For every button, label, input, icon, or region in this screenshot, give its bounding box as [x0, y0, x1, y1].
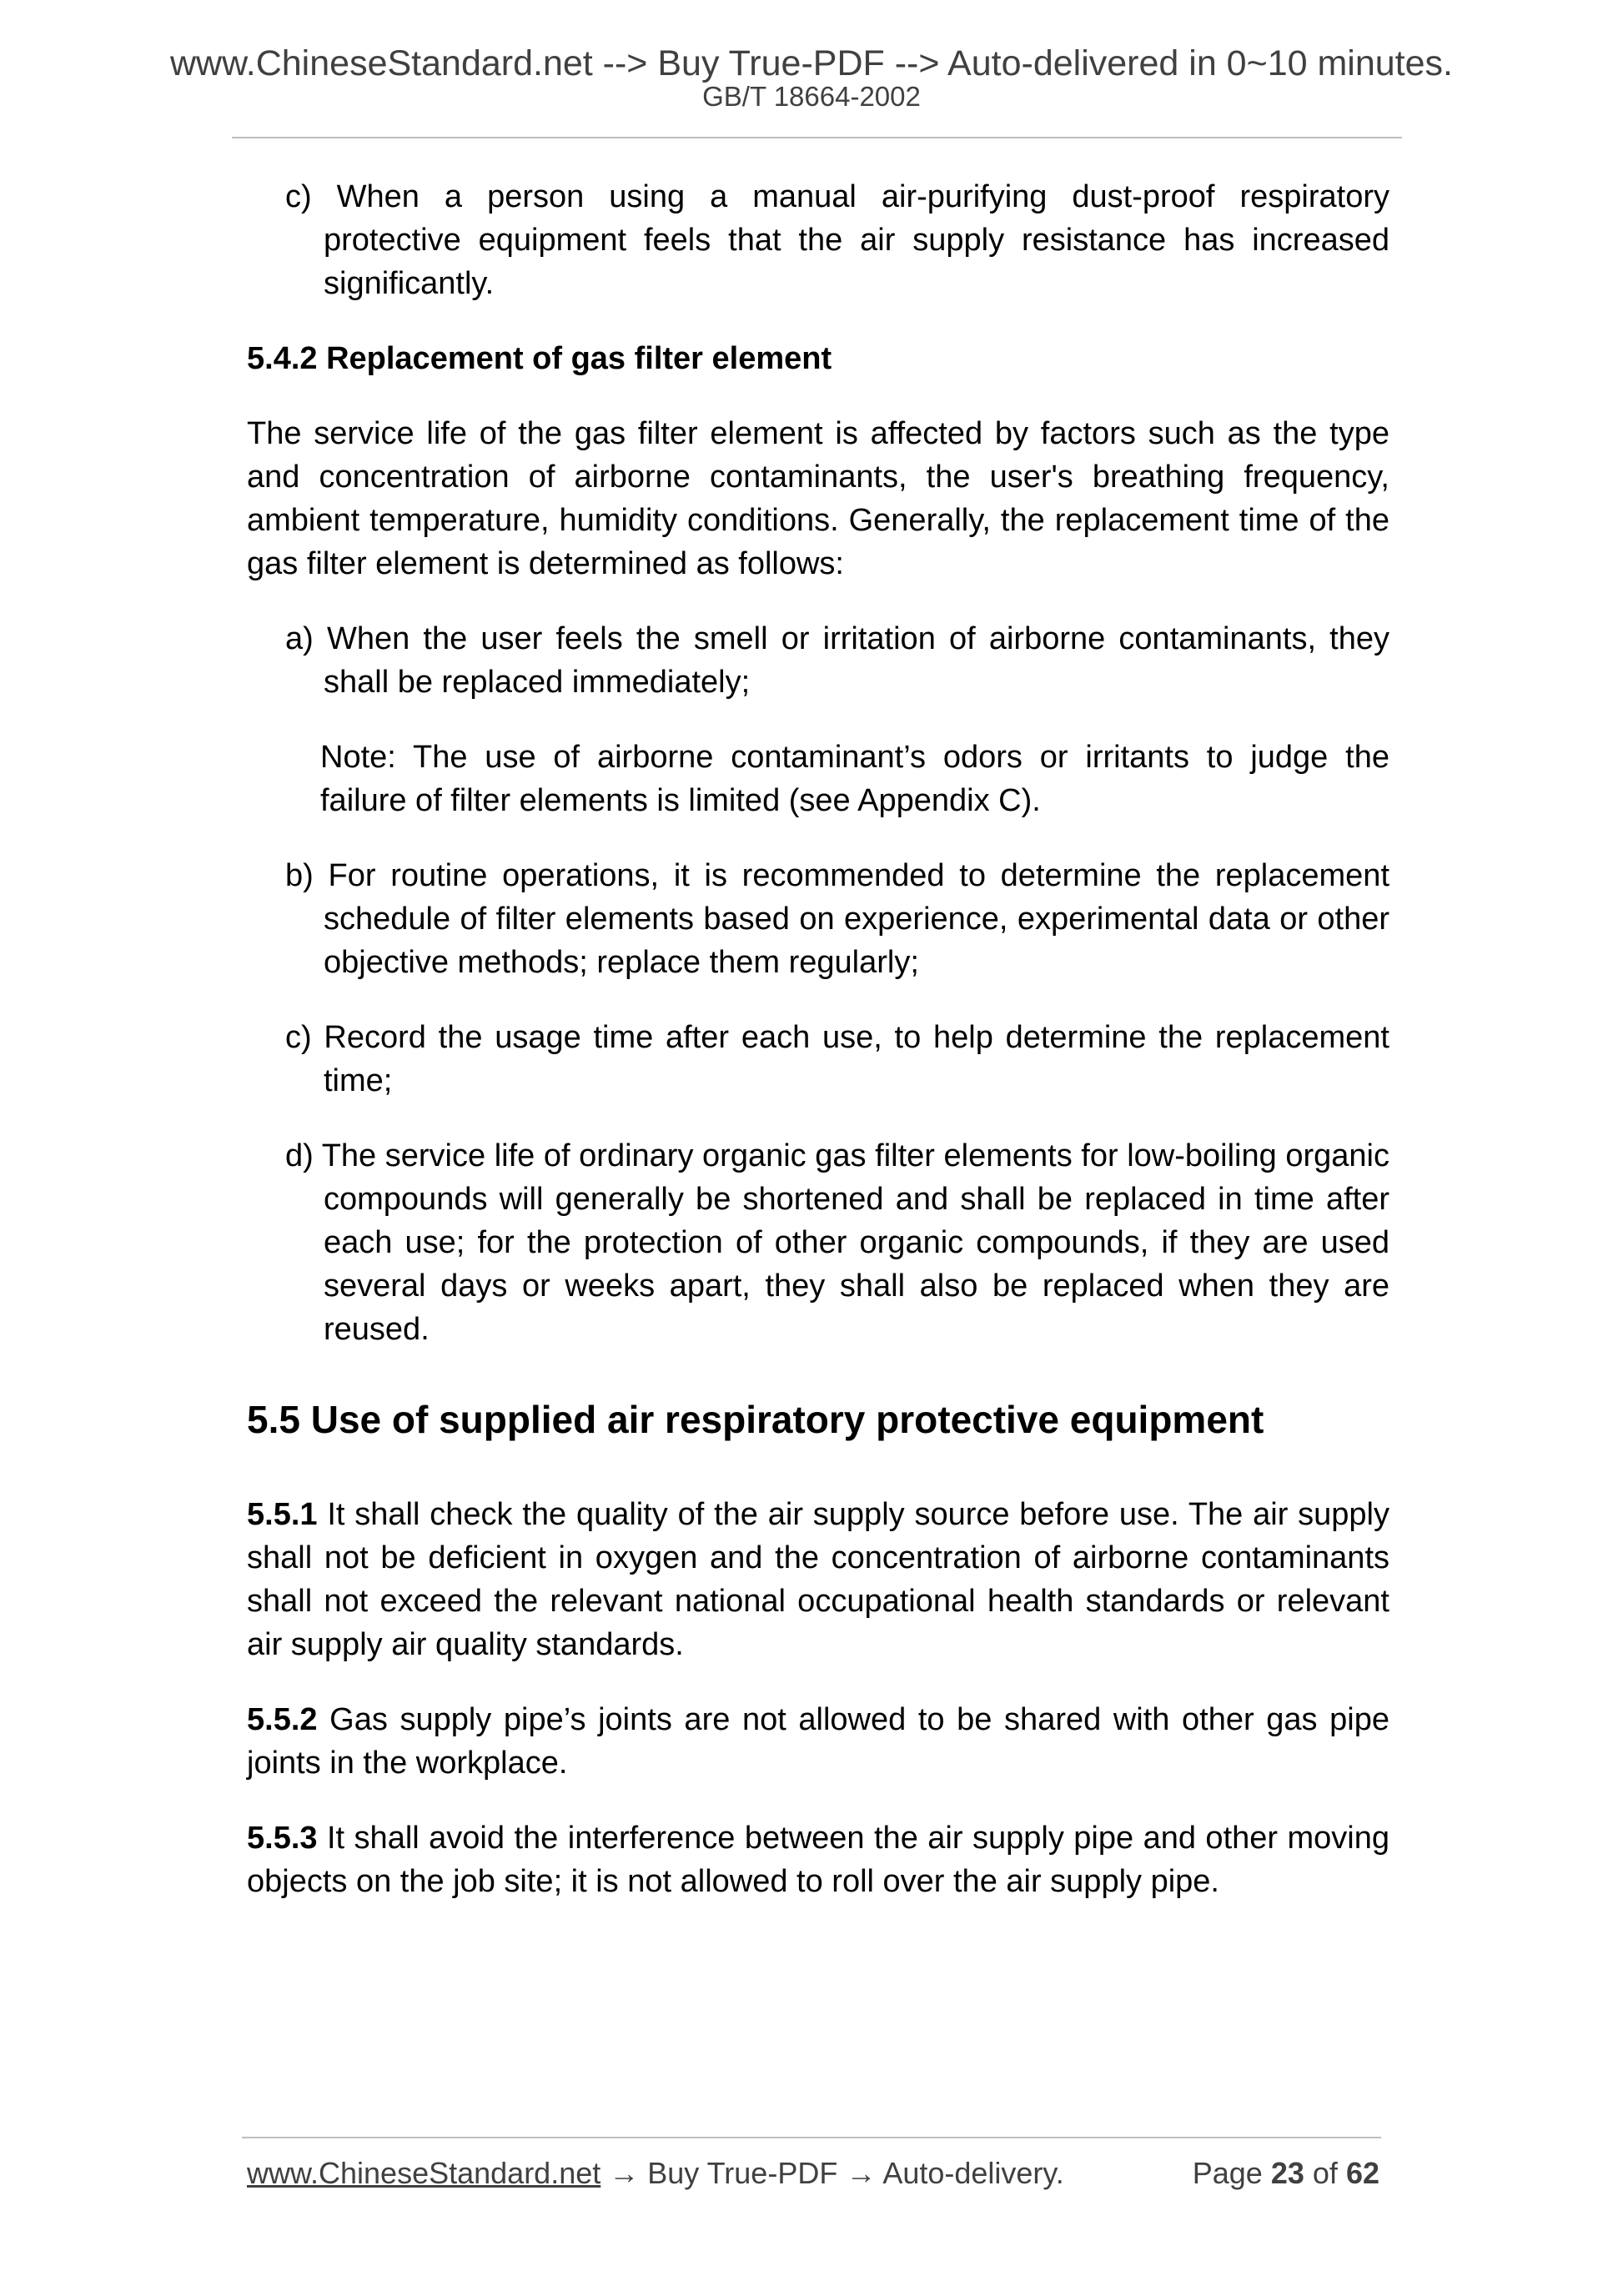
section-5-4-2-intro: The service life of the gas filter element is affected by factors such as the type and concentration of airborne contaminants, the user's breathing frequency, ambient temperature, humidity conditions. Generally, the replacement time of the gas filter element is determined as follows: — [247, 416, 1389, 581]
clause-5-5-2-text: Gas supply pipe’s joints are not allowed to be shared with other gas pipe joints in the workplace. — [247, 1702, 1389, 1781]
list-item-c-previous: c) When a person using a manual air-purifying dust-proof respiratory protective equipment feels that the air supply resistance has increased significantly. — [285, 179, 1389, 301]
page-total: 62 — [1345, 2156, 1379, 2190]
clause-5-5-1 — [247, 1493, 1389, 1666]
footer-tail-text: → Buy True-PDF → Auto-delivery. — [600, 2156, 1064, 2190]
section-5-4-2-heading: 5.4.2 Replacement of gas filter element — [247, 341, 832, 376]
list-item-d: d) The service life of ordinary organic gas filter elements for low-boiling organic compounds will generally be shortened and shall be replaced in time after each use; for the protection of other organic compounds, if they are used several days or weeks apart, they shall also be replaced when they are reused. — [285, 1138, 1389, 1347]
note-paragraph: Note: The use of airborne contaminant’s odors or irritants to judge the failure of filter elements is limited (see Appendix C). — [320, 740, 1389, 818]
clause-5-5-2 — [247, 1698, 1389, 1785]
page-number — [1193, 2155, 1379, 2192]
footer-divider — [242, 2137, 1381, 2138]
clause-5-5-3-number: 5.5.3 — [247, 1821, 318, 1856]
clause-5-5-2-number: 5.5.2 — [247, 1702, 318, 1737]
header-banner: www.ChineseStandard.net --> Buy True-PDF --> Auto-delivered in 0~10 minutes. — [169, 43, 1453, 83]
list-item-a: a) When the user feels the smell or irritation of airborne contaminants, they shall be replaced immediately; — [285, 621, 1389, 700]
header-divider — [232, 137, 1402, 138]
footer-site-link[interactable]: www.ChineseStandard.net — [247, 2156, 601, 2190]
clause-5-5-1-text: It shall check the quality of the air supply source before use. The air supply shall not be deficient in oxygen and the concentration of airborne contaminants shall not exceed the relevant national occupational health standards or relevant air supply air quality standards. — [247, 1497, 1389, 1662]
list-item-b: b) For routine operations, it is recommended to determine the replacement schedule of filter elements based on experience, experimental data or other objective methods; replace them regularly; — [285, 858, 1389, 980]
document-body — [247, 175, 1389, 1935]
footer-left — [247, 2155, 1064, 2192]
standard-code: GB/T 18664-2002 — [702, 81, 921, 112]
clause-5-5-3-text: It shall avoid the interference between the air supply pipe and other moving objects on the job site; it is not allowed to roll over the air supply pipe. — [247, 1821, 1389, 1899]
clause-5-5-3 — [247, 1816, 1389, 1903]
clause-5-5-1-number: 5.5.1 — [247, 1497, 318, 1532]
list-item-c: c) Record the usage time after each use, to help determine the replacement time; — [285, 1020, 1389, 1098]
page-label: Page — [1192, 2156, 1263, 2190]
of-label: of — [1312, 2156, 1338, 2190]
page-current: 23 — [1270, 2156, 1304, 2190]
section-5-5-heading: 5.5 Use of supplied air respiratory protective equipment — [247, 1398, 1264, 1441]
